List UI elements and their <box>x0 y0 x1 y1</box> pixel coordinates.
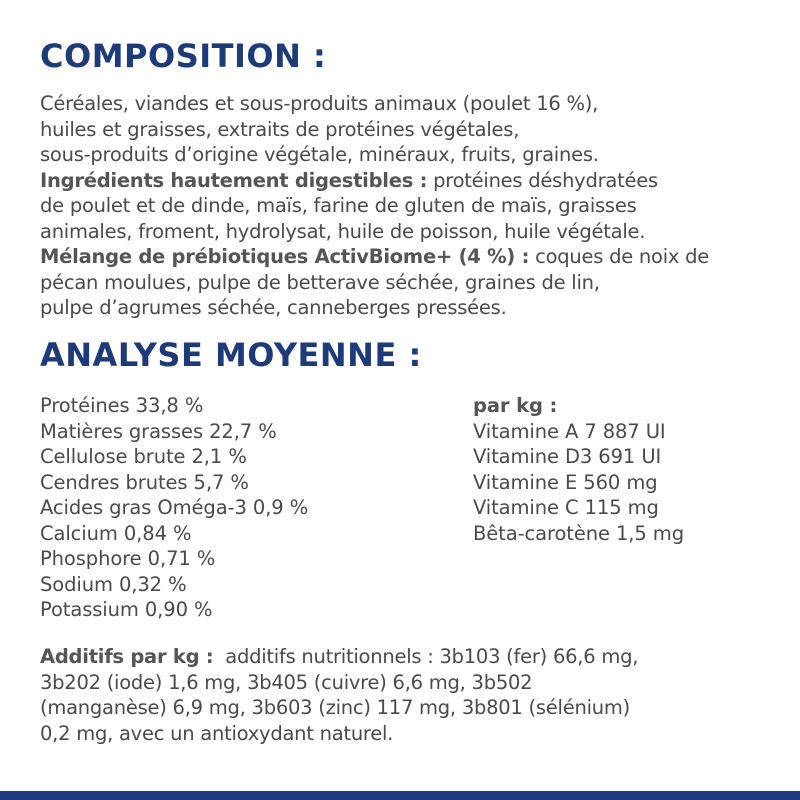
additives-text <box>40 644 780 746</box>
additives-line-4: 0,2 mg, avec un antioxydant naturel. <box>40 721 394 745</box>
composition-heading: COMPOSITION : <box>40 37 327 75</box>
vitamin-item: Vitamine D3 691 UI <box>473 445 662 468</box>
prebiotic-line-1 <box>40 244 780 270</box>
analysis-nutrients-list <box>40 393 440 623</box>
nutrient-item: Cellulose brute 2,1 % <box>40 445 247 468</box>
prebiotic-line-3: pulpe d’agrumes séchée, canneberges pressées. <box>40 296 507 319</box>
additives-line-1-rest: additifs nutritionnels : 3b103 (fer) 66,6 mg, <box>213 645 639 668</box>
vitamin-item: Vitamine E 560 mg <box>473 470 658 494</box>
prebiotic-line-2: pécan moulues, pulpe de betterave séchée, graines de lin, <box>40 270 600 294</box>
composition-line-1: Céréales, viandes et sous-produits animaux (poulet 16 %), <box>40 92 599 115</box>
vitamin-item: Vitamine C 115 mg <box>473 496 659 519</box>
additives-label: Additifs par kg : <box>40 645 214 668</box>
nutrient-item: Acides gras Oméga-3 0,9 % <box>40 496 309 519</box>
digestible-label: Ingrédients hautement digestibles : <box>40 168 428 192</box>
nutrient-item: Protéines 33,8 % <box>40 394 204 417</box>
prebiotic-label: Mélange de prébiotiques ActivBiome+ (4 %) : <box>40 245 530 268</box>
digestible-line-2: de poulet et de dinde, maïs, farine de gluten de maïs, graisses <box>40 194 637 217</box>
nutrient-item: Matières grasses 22,7 % <box>40 419 277 443</box>
digestible-line-3: animales, froment, hydrolysat, huile de poisson, huile végétale. <box>40 219 646 243</box>
vitamin-item: Vitamine A 7 887 UI <box>473 419 666 443</box>
analysis-vitamins-list <box>473 393 773 546</box>
composition-line-3: sous-produits d’origine végétale, minéraux, fruits, graines. <box>40 143 599 166</box>
nutrient-item: Cendres brutes 5,7 % <box>40 470 249 494</box>
per-kg-label: par kg : <box>473 394 558 417</box>
nutrient-item: Potassium 0,90 % <box>40 598 213 621</box>
additives-line-3: (manganèse) 6,9 mg, 3b603 (zinc) 117 mg, 3b801 (sélénium) <box>40 696 630 719</box>
composition-text <box>40 91 780 321</box>
vitamin-item: Bêta-carotène 1,5 mg <box>473 521 684 545</box>
additives-line-1 <box>40 644 780 670</box>
nutrient-item: Phosphore 0,71 % <box>40 547 216 570</box>
footer-bar <box>0 791 800 800</box>
digestible-line-1-rest: protéines déshydratées <box>427 168 658 192</box>
nutrient-item: Calcium 0,84 % <box>40 521 192 545</box>
digestible-line-1 <box>40 168 780 194</box>
analysis-heading: ANALYSE MOYENNE : <box>40 336 422 374</box>
nutrient-item: Sodium 0,32 % <box>40 572 187 596</box>
composition-line-2: huiles et graisses, extraits de protéines végétales, <box>40 117 520 141</box>
additives-line-2: 3b202 (iode) 1,6 mg, 3b405 (cuivre) 6,6 mg, 3b502 <box>40 670 533 694</box>
prebiotic-line-1-rest: coques de noix de <box>529 245 709 268</box>
